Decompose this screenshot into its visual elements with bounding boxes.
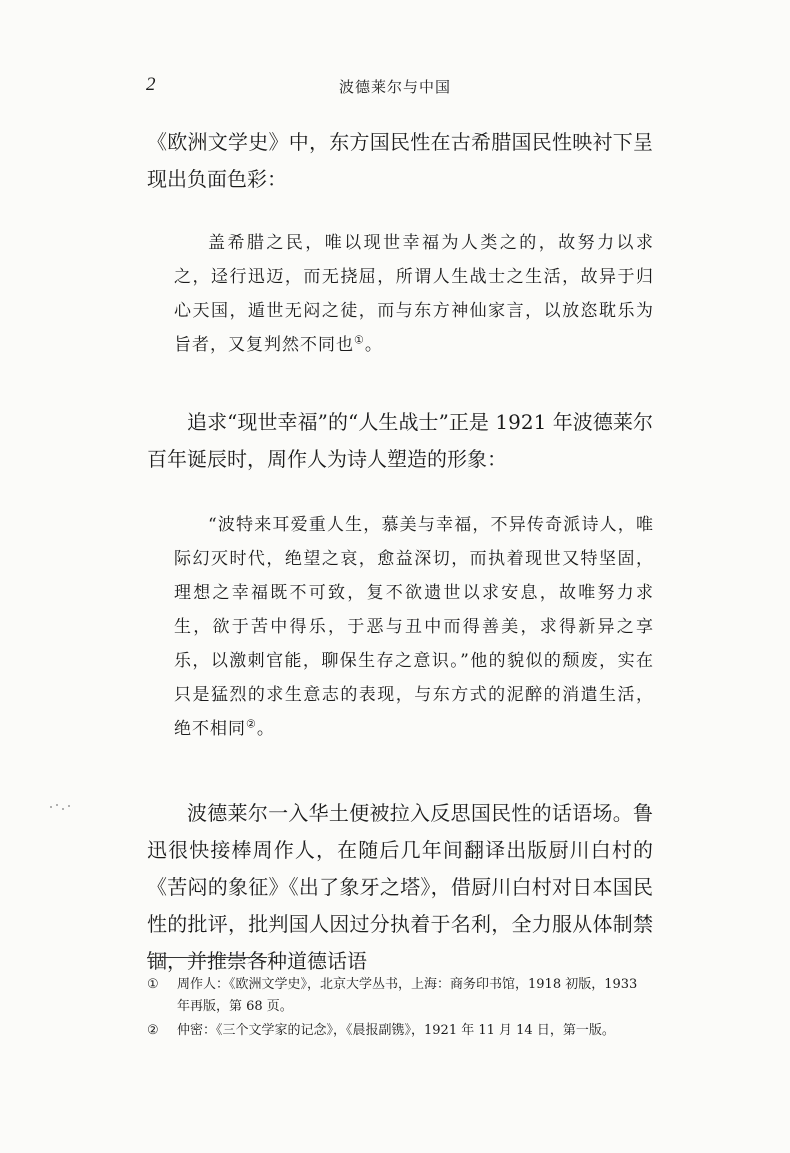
paragraph-intro: 《欧洲文学史》中，东方国民性在古希腊国民性映衬下呈现出负面色彩： — [147, 130, 653, 191]
block-quote-2-text: “波特来耳爱重人生，慕美与幸福，不异传奇派诗人，唯际幻灭时代，绝望之哀，愈益深切，而执着现世又特坚固，理想之幸福既不可致，复不欲遗世以求安息，故唯努力求生，欲于苦中得乐，于恶与丑中而得善美，求得新异之享乐，以激刺官能，聊保生存之意识。”他的貌似的颓废，实在只是猛烈的求生意志的表现，与东方式的泥醉的消遣生活，绝不相同 — [174, 515, 654, 739]
footnote-1 — [147, 974, 653, 1018]
footnote-mark: ② — [147, 1023, 159, 1038]
footnote-text: 周作人：《欧洲文学史》，北京大学丛书，上海：商务印书馆，1918 初版，1933 年再版，第 68 页。 — [177, 977, 638, 1014]
block-quote-1-text: 盖希腊之民，唯以现世幸福为人类之的，故努力以求之，迳行迅迈，而无挠屈，所谓人生战士之生活，故异于归心天国，遁世无闷之徒，而与东方神仙家言，以放恣耽乐为旨者，又复判然不同也 — [174, 233, 654, 355]
footnote-ref-1[interactable]: ① — [354, 333, 365, 347]
block-quote-1 — [174, 226, 654, 362]
scan-speck — [50, 804, 72, 816]
block-quote-1-end: 。 — [364, 335, 383, 355]
page-number: 2 — [146, 74, 156, 95]
footnote-2 — [147, 1020, 653, 1042]
footnote-divider — [147, 957, 267, 958]
footnote-text: 仲密：《三个文学家的记念》，《晨报副镌》，1921 年 11 月 14 日，第一版。 — [177, 1023, 615, 1038]
paragraph-lu-xun: 波德莱尔一入华土便被拉入反思国民性的话语场。鲁迅很快接棒周作人，在随后几年间翻译出版厨川白村的《苦闷的象征》《出了象牙之塔》，借厨川白村对日本国民性的批评，批判国人因过分执着于名利，全力服从体制禁锢，并推崇各种道德话语 — [147, 801, 653, 973]
footnote-ref-2[interactable]: ② — [246, 717, 257, 731]
block-quote-2-end: 。 — [256, 719, 275, 739]
footnote-mark: ① — [147, 977, 159, 992]
paragraph-baudelaire-centenary: 追求“现世幸福”的“人生战士”正是 1921 年波德莱尔百年诞辰时，周作人为诗人塑造的形象： — [147, 410, 653, 471]
running-title: 波德莱尔与中国 — [338, 78, 451, 96]
block-quote-2 — [174, 508, 654, 746]
